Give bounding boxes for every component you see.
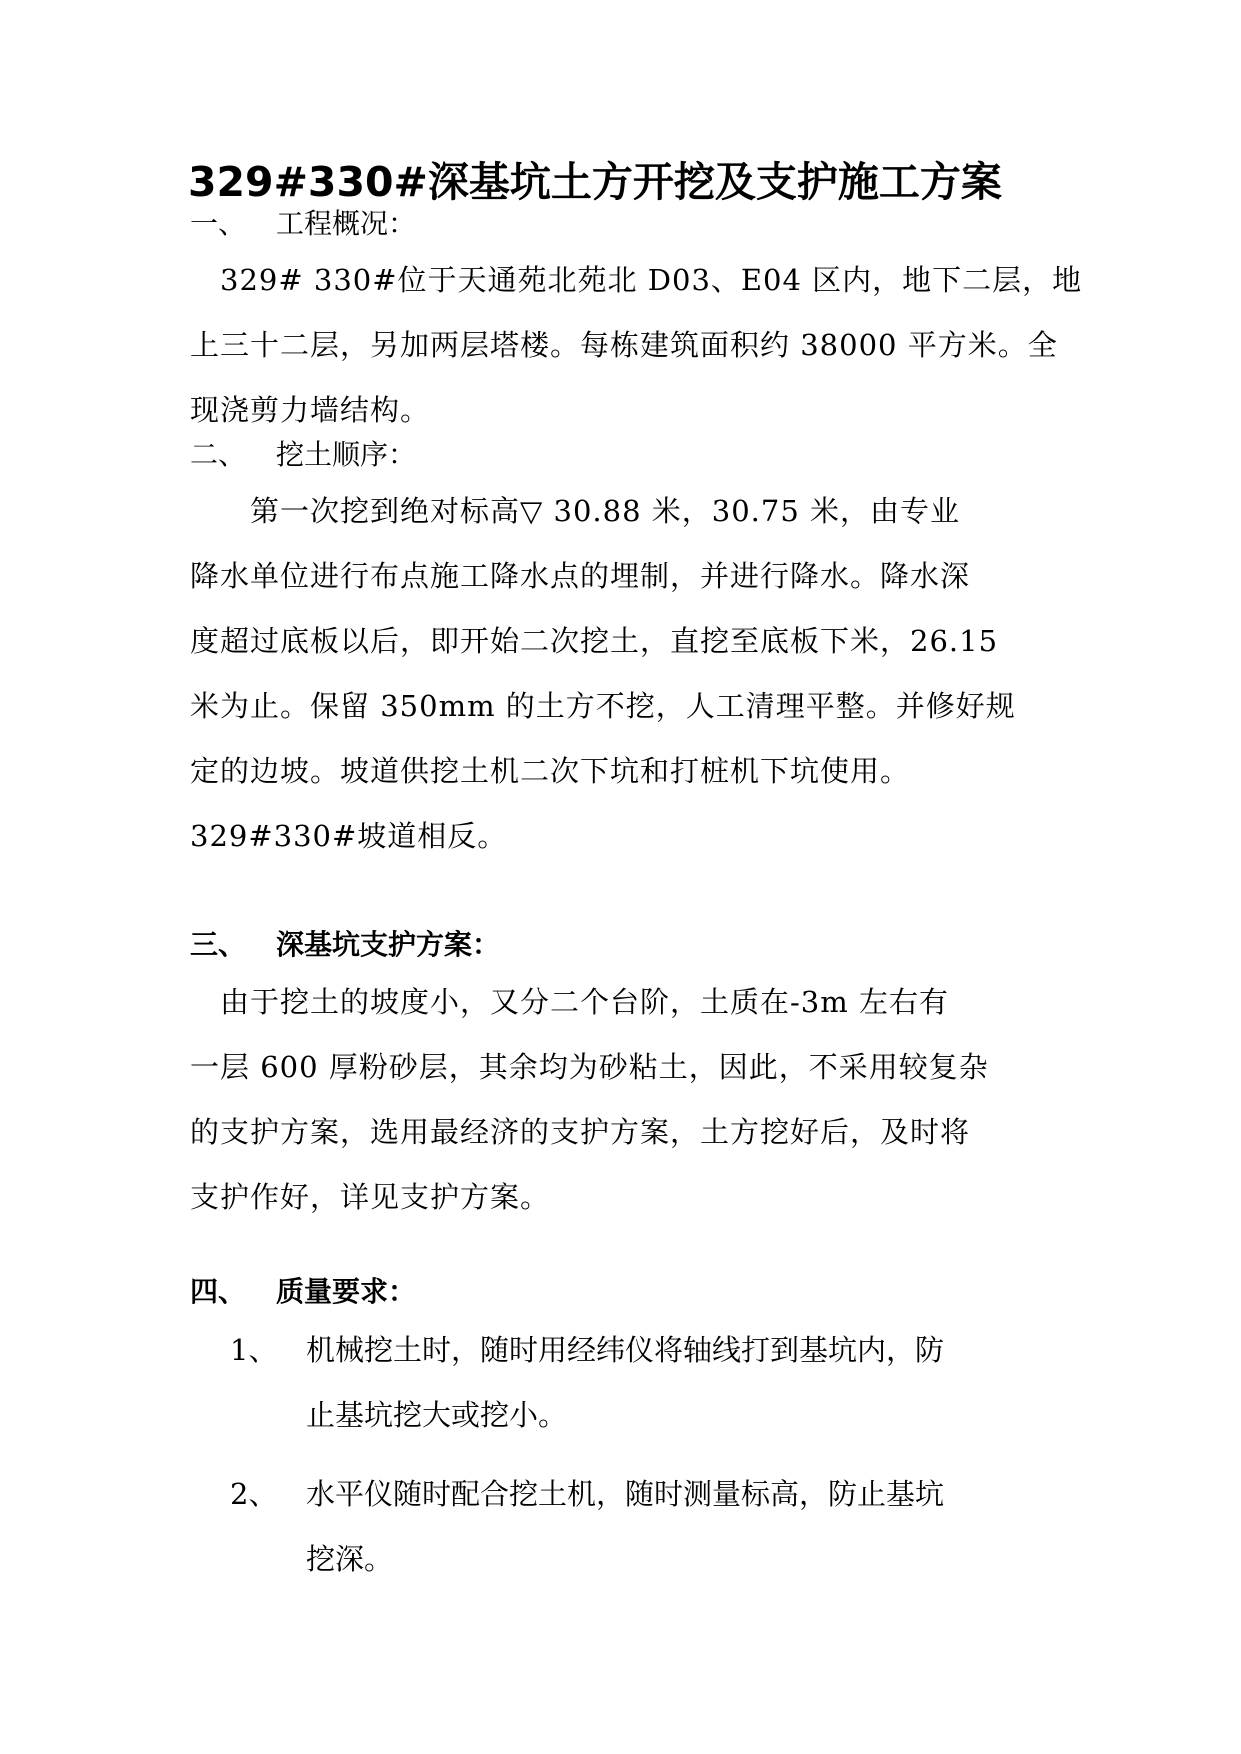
paragraph-line: 329#330#坡道相反。 — [190, 819, 508, 853]
section-1-paragraph — [190, 248, 1083, 443]
list-item-text — [306, 1318, 1060, 1448]
page-title: 329#330#深基坑土方开挖及支护施工方案 — [188, 158, 1002, 206]
list-item-number: 1、 — [230, 1333, 278, 1367]
paragraph-line: 的支护方案，选用最经济的支护方案，土方挖好后，及时将 — [190, 1115, 971, 1149]
section-number: 二、 — [190, 438, 247, 471]
section-number: 三、 — [190, 928, 247, 961]
list-item-text — [306, 1462, 1060, 1592]
section-heading-1 — [190, 204, 416, 244]
paragraph-line: 定的边坡。坡道供挖土机二次下坑和打桩机下坑使用。 — [190, 754, 911, 788]
paragraph-line: 上三十二层，另加两层塔楼。每栋建筑面积约 38000 平方米。全 — [190, 328, 1058, 362]
section-title: 挖土顺序： — [276, 438, 417, 471]
list-item-line: 止基坑挖大或挖小。 — [306, 1398, 568, 1432]
section-3-paragraph — [190, 970, 1058, 1230]
section-2-paragraph — [190, 479, 1058, 869]
paragraph-line: 支护作好，详见支护方案。 — [190, 1180, 551, 1214]
paragraph-line: 度超过底板以后，即开始二次挖土，直挖至底板下米，26.15 — [190, 624, 999, 658]
section-title: 质量要求： — [276, 1275, 417, 1308]
section-title: 深基坑支护方案： — [276, 928, 501, 961]
section-title: 工程概况： — [276, 207, 417, 240]
paragraph-line: 329# 330#位于天通苑北苑北 D03、E04 区内，地下二层，地 — [190, 263, 1083, 297]
paragraph-line: 现浇剪力墙结构。 — [190, 393, 431, 427]
list-item-number: 2、 — [230, 1477, 278, 1511]
list-item-line: 机械挖土时，随时用经纬仪将轴线打到基坑内，防 — [306, 1333, 945, 1367]
section-heading-4 — [190, 1272, 416, 1312]
paragraph-line: 降水单位进行布点施工降水点的埋制，并进行降水。降水深 — [190, 559, 971, 593]
section-number: 四、 — [190, 1275, 247, 1308]
paragraph-line: 由于挖土的坡度小，又分二个台阶，土质在-3m 左右有 — [190, 985, 949, 1019]
list-item-line: 水平仪随时配合挖土机，随时测量标高，防止基坑 — [306, 1477, 945, 1511]
section-number: 一、 — [190, 207, 247, 240]
paragraph-line: 第一次挖到绝对标高▽ 30.88 米，30.75 米，由专业 — [190, 494, 960, 528]
section-heading-2 — [190, 435, 416, 475]
list-item-line: 挖深。 — [306, 1542, 394, 1576]
paragraph-line: 米为止。保留 350mm 的土方不挖，人工清理平整。并修好规 — [190, 689, 1016, 723]
section-heading-3 — [190, 925, 500, 965]
paragraph-line: 一层 600 厚粉砂层，其余均为砂粘土，因此，不采用较复杂 — [190, 1050, 989, 1084]
